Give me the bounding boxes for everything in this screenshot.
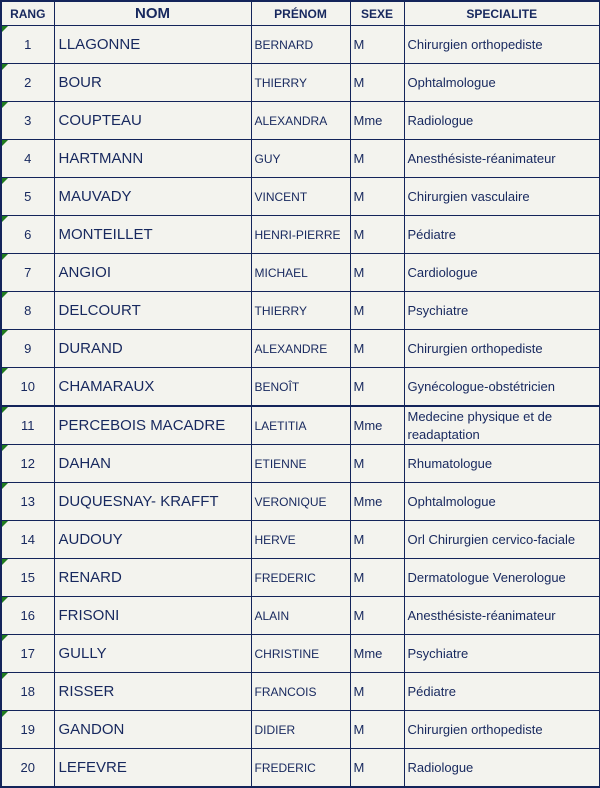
prenom-cell-text: ALAIN <box>254 608 290 623</box>
rang-cell[interactable] <box>1 140 54 178</box>
prenom-cell-text: VERONIQUE <box>254 494 327 509</box>
specialite-cell-text: Anesthésiste-réanimateur <box>407 607 556 623</box>
rang-cell-text: 18 <box>20 684 35 699</box>
specialite-cell[interactable] <box>404 140 600 178</box>
sexe-cell-text: M <box>353 75 365 90</box>
specialite-cell-text: Radiologue <box>407 112 474 128</box>
nom-cell-text: RISSER <box>58 683 115 700</box>
prenom-cell-text: FREDERIC <box>254 570 316 585</box>
sexe-cell-text: Mme <box>353 418 383 433</box>
nom-cell-text: MONTEILLET <box>58 226 153 243</box>
specialite-cell[interactable] <box>404 330 600 368</box>
prenom-cell[interactable] <box>251 254 350 292</box>
prenom-cell[interactable] <box>251 635 350 673</box>
nom-cell[interactable] <box>54 254 251 292</box>
rang-cell[interactable] <box>1 711 54 749</box>
nom-cell-text: LEFEVRE <box>58 759 127 776</box>
table-row <box>1 711 600 749</box>
nom-cell-text: BOUR <box>58 74 102 91</box>
sexe-cell-text: M <box>353 37 365 52</box>
nom-cell[interactable] <box>54 521 251 559</box>
sexe-cell-text: M <box>353 456 365 471</box>
nom-cell[interactable] <box>54 64 251 102</box>
prenom-cell-text: FREDERIC <box>254 760 316 775</box>
prenom-cell[interactable] <box>251 330 350 368</box>
specialite-cell-text: Chirurgien vasculaire <box>407 188 530 204</box>
prenom-cell-text: GUY <box>254 151 281 166</box>
specialite-cell-text: Rhumatologue <box>407 455 493 471</box>
header-sexe: SEXE <box>350 1 404 26</box>
header-rang: RANG <box>1 1 54 26</box>
sexe-cell[interactable] <box>350 406 404 445</box>
rang-cell[interactable] <box>1 635 54 673</box>
specialite-cell[interactable] <box>404 216 600 254</box>
sexe-cell-text: M <box>353 303 365 318</box>
rang-cell[interactable] <box>1 673 54 711</box>
specialite-cell-text: Chirurgien orthopediste <box>407 36 543 52</box>
prenom-cell-text: FRANCOIS <box>254 684 317 699</box>
sexe-cell[interactable] <box>350 292 404 330</box>
nom-cell-text: DELCOURT <box>58 302 141 319</box>
table-row <box>1 140 600 178</box>
nom-cell[interactable] <box>54 559 251 597</box>
sexe-cell[interactable] <box>350 711 404 749</box>
comment-marker-icon <box>2 178 8 184</box>
rang-cell-text: 1 <box>24 37 32 52</box>
prenom-cell[interactable] <box>251 483 350 521</box>
table-row <box>1 64 600 102</box>
table-row <box>1 216 600 254</box>
nom-cell-text: GANDON <box>58 721 125 738</box>
rang-cell-text: 3 <box>24 113 32 128</box>
specialite-cell[interactable] <box>404 445 600 483</box>
nom-cell[interactable] <box>54 292 251 330</box>
nom-cell-text: AUDOUY <box>58 531 123 548</box>
sexe-cell[interactable] <box>350 749 404 788</box>
rang-cell[interactable] <box>1 406 54 445</box>
rang-cell[interactable] <box>1 102 54 140</box>
specialite-cell-text: Psychiatre <box>407 302 469 318</box>
prenom-cell-text: LAETITIA <box>254 418 307 433</box>
comment-marker-icon <box>2 292 8 298</box>
header-specialite: SPECIALITE <box>404 1 600 26</box>
rang-cell[interactable] <box>1 254 54 292</box>
comment-marker-icon <box>2 673 8 679</box>
sexe-cell-text: Mme <box>353 113 383 128</box>
specialite-cell-text: Pédiatre <box>407 683 456 699</box>
sexe-cell-text: M <box>353 151 365 166</box>
nom-cell[interactable] <box>54 178 251 216</box>
nom-cell[interactable] <box>54 102 251 140</box>
prenom-cell[interactable] <box>251 216 350 254</box>
comment-marker-icon <box>2 102 8 108</box>
header-prenom: PRÉNOM <box>251 1 350 26</box>
specialite-cell-text: Psychiatre <box>407 645 469 661</box>
rang-cell[interactable] <box>1 445 54 483</box>
specialite-cell[interactable] <box>404 483 600 521</box>
sexe-cell[interactable] <box>350 64 404 102</box>
specialite-cell-text: Ophtalmologue <box>407 493 496 509</box>
rang-cell-text: 20 <box>20 760 35 775</box>
nom-cell[interactable] <box>54 673 251 711</box>
sexe-cell[interactable] <box>350 597 404 635</box>
specialite-cell[interactable] <box>404 711 600 749</box>
specialite-cell-text: Dermatologue Venerologue <box>407 569 566 585</box>
nom-cell-text: LLAGONNE <box>58 36 141 53</box>
nom-cell[interactable] <box>54 216 251 254</box>
nom-cell-text: GULLY <box>58 645 107 662</box>
nom-cell[interactable] <box>54 445 251 483</box>
rang-cell-text: 7 <box>24 265 32 280</box>
sexe-cell[interactable] <box>350 102 404 140</box>
rang-cell-text: 19 <box>20 722 35 737</box>
specialite-cell-text: Medecine physique et de readaptation <box>407 408 553 442</box>
rang-cell[interactable] <box>1 178 54 216</box>
comment-marker-icon <box>2 140 8 146</box>
nom-cell[interactable] <box>54 749 251 788</box>
specialite-cell[interactable] <box>404 597 600 635</box>
rang-cell[interactable] <box>1 26 54 64</box>
prenom-cell[interactable] <box>251 64 350 102</box>
table-row <box>1 445 600 483</box>
sexe-cell-text: M <box>353 760 365 775</box>
specialite-cell-text: Cardiologue <box>407 264 478 280</box>
specialite-cell-text: Pédiatre <box>407 226 456 242</box>
prenom-cell-text: CHRISTINE <box>254 646 320 661</box>
specialite-cell-text: Chirurgien orthopediste <box>407 340 543 356</box>
comment-marker-icon <box>2 597 8 603</box>
rang-cell-text: 14 <box>20 532 35 547</box>
sexe-cell-text: Mme <box>353 646 383 661</box>
rang-cell-text: 16 <box>20 608 35 623</box>
nom-cell-text: DURAND <box>58 340 123 357</box>
rang-cell-text: 9 <box>24 341 32 356</box>
nom-cell-text: HARTMANN <box>58 150 144 167</box>
table-row <box>1 559 600 597</box>
rang-cell[interactable] <box>1 292 54 330</box>
nom-cell-text: ANGIOI <box>58 264 112 281</box>
specialite-cell[interactable] <box>404 635 600 673</box>
nom-cell-text: DAHAN <box>58 455 112 472</box>
rang-cell-text: 11 <box>21 418 35 433</box>
specialite-cell[interactable] <box>404 178 600 216</box>
comment-marker-icon <box>2 368 8 374</box>
comment-marker-icon <box>2 483 8 489</box>
prenom-cell[interactable] <box>251 597 350 635</box>
prenom-cell[interactable] <box>251 406 350 445</box>
sexe-cell-text: M <box>353 379 365 394</box>
table-body <box>1 26 600 788</box>
table-row <box>1 368 600 407</box>
prenom-cell[interactable] <box>251 26 350 64</box>
rang-cell-text: 6 <box>24 227 32 242</box>
prenom-cell-text: BENOÎT <box>254 379 300 394</box>
specialite-cell[interactable] <box>404 26 600 64</box>
prenom-cell[interactable] <box>251 445 350 483</box>
prenom-cell-text: THIERRY <box>254 75 307 90</box>
rang-cell[interactable] <box>1 330 54 368</box>
comment-marker-icon <box>2 521 8 527</box>
prenom-cell[interactable] <box>251 559 350 597</box>
sexe-cell-text: M <box>353 608 365 623</box>
prenom-cell-text: ETIENNE <box>254 456 307 471</box>
nom-cell[interactable] <box>54 406 251 445</box>
specialite-cell-text: Gynécologue-obstétricien <box>407 378 555 394</box>
sexe-cell-text: M <box>353 189 365 204</box>
rang-cell-text: 8 <box>24 303 32 318</box>
table-row <box>1 254 600 292</box>
specialite-cell[interactable] <box>404 559 600 597</box>
table-row <box>1 521 600 559</box>
prenom-cell[interactable] <box>251 673 350 711</box>
specialite-cell[interactable] <box>404 749 600 788</box>
sexe-cell[interactable] <box>350 140 404 178</box>
sexe-cell[interactable] <box>350 26 404 64</box>
table-row <box>1 26 600 64</box>
sexe-cell[interactable] <box>350 330 404 368</box>
specialite-cell[interactable] <box>404 406 600 445</box>
rang-cell-text: 10 <box>20 379 35 394</box>
nom-cell[interactable] <box>54 635 251 673</box>
sexe-cell-text: M <box>353 265 365 280</box>
sexe-cell[interactable] <box>350 521 404 559</box>
specialite-cell[interactable] <box>404 292 600 330</box>
prenom-cell[interactable] <box>251 178 350 216</box>
prenom-cell-text: DIDIER <box>254 722 296 737</box>
specialite-cell[interactable] <box>404 368 600 407</box>
nom-cell-text: DUQUESNAY- KRAFFT <box>58 493 219 510</box>
sexe-cell-text: Mme <box>353 494 383 509</box>
specialite-cell-text: Chirurgien orthopediste <box>407 721 543 737</box>
rang-cell[interactable] <box>1 216 54 254</box>
comment-marker-icon <box>2 635 8 641</box>
sexe-cell[interactable] <box>350 673 404 711</box>
sexe-cell[interactable] <box>350 635 404 673</box>
prenom-cell-text: BERNARD <box>254 37 314 52</box>
rang-cell[interactable] <box>1 559 54 597</box>
table-row <box>1 597 600 635</box>
rang-cell-text: 4 <box>24 151 32 166</box>
prenom-cell-text: HERVE <box>254 532 296 547</box>
sexe-cell-text: M <box>353 341 365 356</box>
header-nom: NOM <box>54 1 251 26</box>
prenom-cell-text: VINCENT <box>254 189 308 204</box>
specialite-cell[interactable] <box>404 521 600 559</box>
table-row <box>1 749 600 788</box>
nom-cell-text: MAUVADY <box>58 188 132 205</box>
nom-cell-text: RENARD <box>58 569 122 586</box>
nom-cell-text: COUPTEAU <box>58 112 142 129</box>
sexe-cell[interactable] <box>350 483 404 521</box>
comment-marker-icon <box>2 330 8 336</box>
sexe-cell-text: M <box>353 532 365 547</box>
rang-cell[interactable] <box>1 749 54 788</box>
sexe-cell[interactable] <box>350 254 404 292</box>
rang-cell[interactable] <box>1 64 54 102</box>
prenom-cell[interactable] <box>251 140 350 178</box>
rang-cell-text: 5 <box>24 189 32 204</box>
comment-marker-icon <box>2 407 8 413</box>
prenom-cell[interactable] <box>251 368 350 407</box>
comment-marker-icon <box>2 711 8 717</box>
nom-cell[interactable] <box>54 330 251 368</box>
rang-cell-text: 12 <box>20 456 35 471</box>
specialite-cell[interactable] <box>404 64 600 102</box>
prenom-cell-text: ALEXANDRA <box>254 113 328 128</box>
sexe-cell[interactable] <box>350 178 404 216</box>
table-row <box>1 330 600 368</box>
rang-cell-text: 13 <box>20 494 35 509</box>
nom-cell-text: PERCEBOIS MACADRE <box>58 417 226 434</box>
comment-marker-icon <box>2 26 8 32</box>
nom-cell[interactable] <box>54 597 251 635</box>
sexe-cell-text: M <box>353 227 365 242</box>
header-row <box>1 1 600 26</box>
sexe-cell[interactable] <box>350 216 404 254</box>
comment-marker-icon <box>2 559 8 565</box>
prenom-cell-text: HENRI-PIERRE <box>254 227 341 242</box>
sexe-cell[interactable] <box>350 445 404 483</box>
table-row <box>1 406 600 445</box>
table-row <box>1 102 600 140</box>
rang-cell[interactable] <box>1 368 54 407</box>
prenom-cell[interactable] <box>251 292 350 330</box>
sexe-cell-text: M <box>353 570 365 585</box>
nom-cell[interactable] <box>54 483 251 521</box>
comment-marker-icon <box>2 445 8 451</box>
table-row <box>1 178 600 216</box>
rang-cell[interactable] <box>1 483 54 521</box>
table-row <box>1 673 600 711</box>
rang-cell[interactable] <box>1 521 54 559</box>
specialite-cell-text: Orl Chirurgien cervico-faciale <box>407 531 576 547</box>
nom-cell-text: CHAMARAUX <box>58 378 155 395</box>
nom-cell-text: FRISONI <box>58 607 120 624</box>
sexe-cell[interactable] <box>350 368 404 407</box>
sexe-cell-text: M <box>353 722 365 737</box>
specialite-cell[interactable] <box>404 254 600 292</box>
rang-cell-text: 15 <box>20 570 35 585</box>
prenom-cell[interactable] <box>251 711 350 749</box>
table-row <box>1 483 600 521</box>
prenom-cell-text: THIERRY <box>254 303 307 318</box>
rang-cell[interactable] <box>1 597 54 635</box>
sexe-cell[interactable] <box>350 559 404 597</box>
sexe-cell-text: M <box>353 684 365 699</box>
prenom-cell-text: ALEXANDRE <box>254 341 328 356</box>
nom-cell[interactable] <box>54 368 251 407</box>
nom-cell[interactable] <box>54 711 251 749</box>
prenom-cell[interactable] <box>251 749 350 788</box>
prenom-cell[interactable] <box>251 521 350 559</box>
specialite-cell-text: Ophtalmologue <box>407 74 496 90</box>
comment-marker-icon <box>2 216 8 222</box>
nom-cell[interactable] <box>54 26 251 64</box>
specialite-cell-text: Anesthésiste-réanimateur <box>407 150 556 166</box>
comment-marker-icon <box>2 64 8 70</box>
specialite-cell-text: Radiologue <box>407 759 474 775</box>
rang-cell-text: 2 <box>24 75 32 90</box>
table-row <box>1 635 600 673</box>
table-row <box>1 292 600 330</box>
specialite-cell[interactable] <box>404 673 600 711</box>
nom-cell[interactable] <box>54 140 251 178</box>
rang-cell-text: 17 <box>20 646 35 661</box>
prenom-cell[interactable] <box>251 102 350 140</box>
prenom-cell-text: MICHAEL <box>254 265 308 280</box>
specialite-cell[interactable] <box>404 102 600 140</box>
comment-marker-icon <box>2 254 8 260</box>
